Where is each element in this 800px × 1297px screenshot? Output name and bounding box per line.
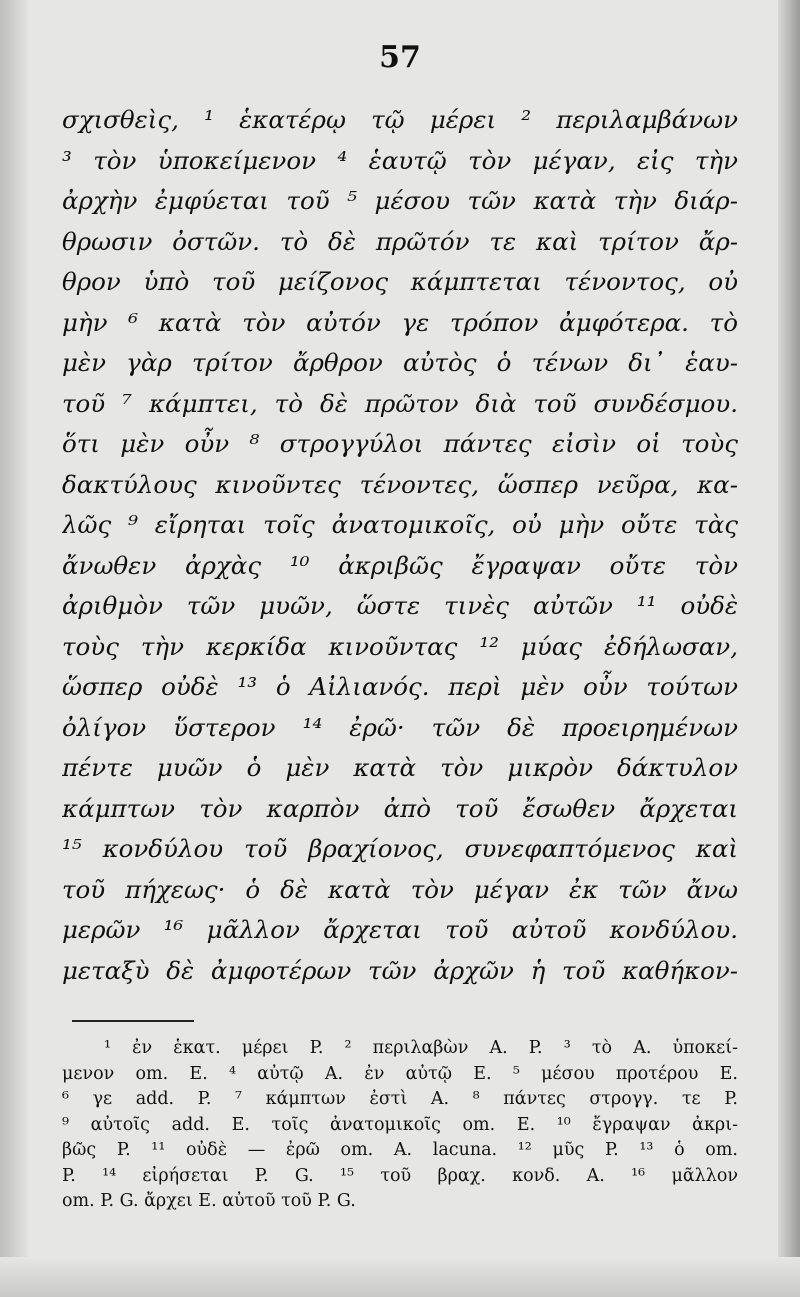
footnote-line: ⁶ γε add. P. ⁷ κάμπτων ἐστὶ A. ⁸ πάντες στρογγ. τε P. <box>62 1089 738 1109</box>
page-edge <box>778 0 800 1297</box>
text-line: ³ τὸν ὑποκείμενον ⁴ ἑαυτῷ τὸν μέγαν, εἰς τὴν <box>62 145 738 175</box>
text-line: μὲν γὰρ τρίτον ἄρθρον αὐτὸς ὁ τένων δι᾽ ἑαυ- <box>62 348 738 377</box>
footnote-line: ¹ ἐν ἑκατ. μέρει P. ² περιλαβὼν A. P. ³ τὸ A. ὑποκεί- <box>104 1038 738 1058</box>
text-line: πέντε μυῶν ὁ μὲν κατὰ τὸν μικρὸν δάκτυλον <box>62 753 738 782</box>
text-line: ὀλίγον ὕστερον ¹⁴ ἐρῶ· τῶν δὲ προειρημένων <box>62 712 738 742</box>
text-line: ἀριθμὸν τῶν μυῶν, ὥστε τινὲς αὐτῶν ¹¹ οὐδὲ <box>62 591 738 620</box>
page-number: 57 <box>379 40 421 75</box>
text-line: θρωσιν ὀστῶν. τὸ δὲ πρῶτόν τε καὶ τρίτον ἄρ- <box>62 226 738 256</box>
text-line: δακτύλους κινοῦντες τένοντες, ὥσπερ νεῦρα, κα- <box>62 469 738 499</box>
text-line: θρον ὑπὸ τοῦ μείζονος κάμπτεται τένοντος, οὐ <box>62 267 738 296</box>
footnote-line: βῶς P. ¹¹ οὐδὲ — ἐρῶ om. A. lacuna. ¹² μῦς P. ¹³ ὁ om. <box>62 1140 738 1160</box>
text-line: σχισθεὶς, ¹ ἑκατέρῳ τῷ μέρει ² περιλαμβάνων <box>62 105 738 134</box>
text-line: ὥσπερ οὐδὲ ¹³ ὁ Αἰλιανός. περὶ μὲν οὖν τούτων <box>62 672 738 701</box>
text-line: τοῦ πήχεως· ὁ δὲ κατὰ τὸν μέγαν ἐκ τῶν ἄνω <box>62 874 738 904</box>
footnote-line: P. ¹⁴ εἰρήσεται P. G. ¹⁵ τοῦ βραχ. κονδ. A. ¹⁶ μᾶλλον <box>62 1165 738 1186</box>
text-line: ¹⁵ κονδύλου τοῦ βραχίονος, συνεφαπτόμενος καὶ <box>62 834 738 863</box>
text-line: κάμπτων τὸν καρπὸν ἀπὸ τοῦ ἔσωθεν ἄρχεται <box>62 793 738 823</box>
text-line: μὴν ⁶ κατὰ τὸν αὐτόν γε τρόπον ἀμφότερα. τὸ <box>62 307 738 337</box>
text-line: ὅτι μὲν οὖν ⁸ στρογγύλοι πάντες εἰσὶν οἱ τοὺς <box>62 429 738 458</box>
text-line: λῶς ⁹ εἴρηται τοῖς ἀνατομικοῖς, οὐ μὴν οὔτε τὰς <box>62 510 738 539</box>
main-text <box>62 100 738 991</box>
page-bottom-edge <box>0 1257 800 1297</box>
footnotes <box>62 1036 738 1215</box>
footnote-line: μενον om. E. ⁴ αὐτῷ A. ἐν αὐτῷ E. ⁵ μέσου προτέρου E. <box>62 1063 738 1084</box>
footnote-line: om. P. G. ἄρχει E. αὐτοῦ τοῦ P. G. <box>62 1191 356 1211</box>
text-line: ἄνωθεν ἀρχὰς ¹⁰ ἀκριβῶς ἔγραψαν οὔτε τὸν <box>62 550 738 580</box>
text-line: τοῦ ⁷ κάμπτει, τὸ δὲ πρῶτον διὰ τοῦ συνδέσμου. <box>62 388 738 418</box>
text-line: τοὺς τὴν κερκίδα κινοῦντας ¹² μύας ἐδήλωσαν, <box>62 631 738 661</box>
text-line: ἀρχὴν ἐμφύεται τοῦ ⁵ μέσου τῶν κατὰ τὴν διάρ- <box>62 186 738 215</box>
footnote-divider <box>72 1020 194 1022</box>
footnote-line: ⁹ αὐτοῖς add. E. τοῖς ἀνατομικοῖς om. E. ¹⁰ ἔγραψαν ἀκρι- <box>62 1114 738 1135</box>
text-line: μεταξὺ δὲ ἀμφοτέρων τῶν ἀρχῶν ἡ τοῦ καθήκον- <box>62 955 738 985</box>
text-line: μερῶν ¹⁶ μᾶλλον ἄρχεται τοῦ αὐτοῦ κονδύλου. <box>62 915 738 944</box>
binding-shadow <box>0 0 28 1297</box>
